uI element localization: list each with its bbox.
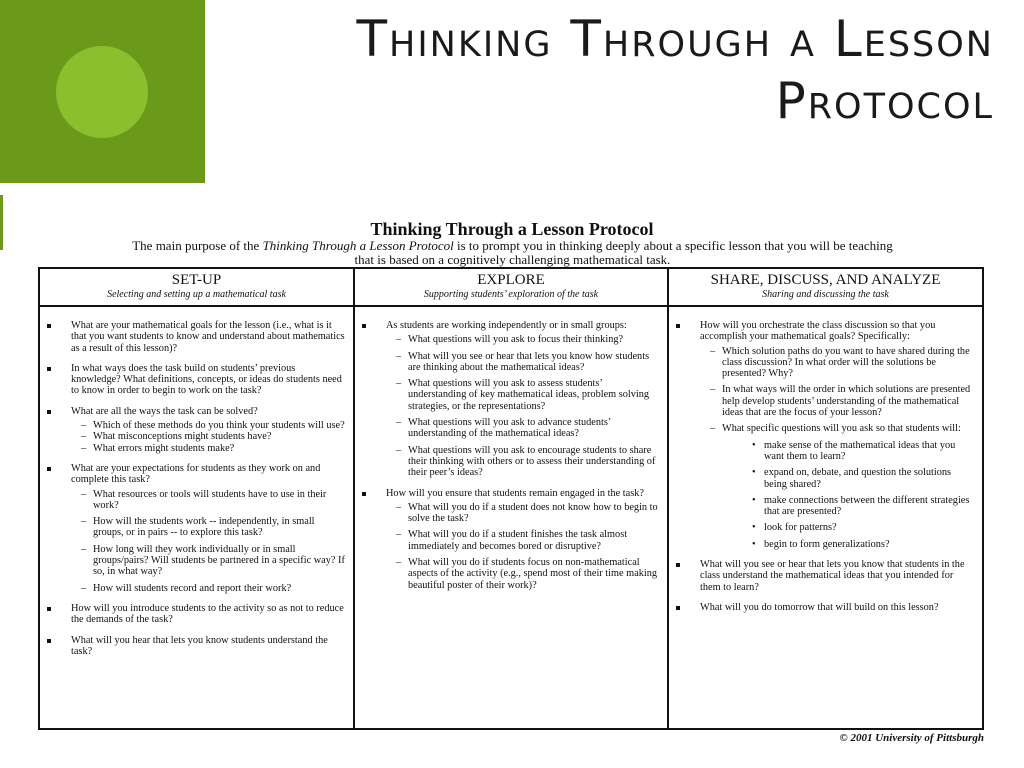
sub-question-item: – What errors might students make? [71,443,347,454]
bullet-item: • expand on, debate, and question the solutions being shared? [722,467,976,490]
bullet-item: • begin to form generalizations? [722,539,976,550]
sub-question-list [71,489,347,594]
bullet-item: • make sense of the mathematical ideas that you want them to learn? [722,440,976,463]
sub-question-item: – Which of these methods do you think your students will use? [71,420,347,431]
question-item: What will you hear that lets you know students understand the task? [44,635,347,658]
sub-question-item: – What misconceptions might students have? [71,431,347,442]
question-item: What are your expectations for students as they work on and complete this task? – What resources or tools will students have to use in their work? – How will the students work -- independently, in small groups, or in pairs -- to explore this task? – How long will they work individually or in small groups/pairs? Will students be partnered in a specific way? If so, in what way? – How will students record and report their work? [44,463,347,594]
column-subtitle: Supporting students’ exploration of the task [423,289,599,300]
bullet-item: • make connections between the different strategies that are presented? [722,495,976,518]
decorative-green-block [0,0,205,183]
sub-question-item: – What specific questions will you ask so that students will: • make sense of the mathematical ideas that you want them to learn? • expand on, debate, and question the solutions being shared? • make connections between the different strategies that are presented? • look for patterns? • begin to form generalizations? [700,423,976,550]
column-title: EXPLORE [477,272,545,288]
sub-question-item: – What questions will you ask to advance students’ understanding of the mathematical ideas? [386,417,661,440]
sub-question-item: – What questions will you ask to encourage students to share their thinking with others or to assess their understanding of their peer’s ideas? [386,445,661,479]
question-item: How will you introduce students to the activity so as not to reduce the demands of the task? [44,603,347,626]
sub-question-item: – What resources or tools will students have to use in their work? [71,489,347,512]
sub-question-item: – What will you do if a student finishes the task almost immediately and becomes bored or disruptive? [386,529,661,552]
slide-title-line-2: Protocol [775,72,994,130]
question-item: How will you ensure that students remain engaged in the task? – What will you do if a student does not know how to begin to solve the task? – What will you do if a student finishes the task almost immediately and becomes bored or disruptive? – What will you do if students focus on non-mathematical aspects of the activity (e.g., spend most of their time making beautiful poster of their work)? [359,488,661,591]
sub-question-item: – In what ways will the order in which solutions are presented help develop students’ understanding of the mathematical ideas that are the focus of your lesson? [700,384,976,418]
question-item: How will you orchestrate the class discussion so that you accomplish your mathematical goals? Specifically: – Which solution paths do you want to have shared during the class discussion? In what order will the solutions be presented? Why? – In what ways will the order in which solutions are presented help develop students’ understanding of the mathematical ideas that are the focus of your lesson? – What specific questions will you ask so that students will: • make sense of the mathematical ideas that you want them to learn? • expand on, debate, and question the solutions being shared? • make connections between the different strategies that are presented? • look for patterns? • begin to form generalizations? [673,320,976,550]
bullet-list [722,440,976,550]
slide-title-line-1: Thinking Through a Lesson [356,10,994,68]
question-item: As students are working independently or in small groups: – What questions will you ask to focus their thinking? – What will you see or hear that lets you know how students are thinking about the mathematical ideas? – What questions will you ask to assess students’ understanding of key mathematical ideas, problem solving strategies, or the representations? – What questions will you ask to advance students’ understanding of the mathematical ideas? – What questions will you ask to encourage students to share their thinking with others or to assess their understanding of their peer’s ideas? [359,320,661,479]
sub-question-item: – What will you do if a student does not know how to begin to solve the task? [386,502,661,525]
question-item: In what ways does the task build on students’ previous knowledge? What definitions, concepts, or ideas do students need to know in order to begin to work on the task? [44,363,347,397]
question-item: What will you do tomorrow that will build on this lesson? [673,602,976,613]
sub-question-list [71,420,347,454]
question-item: What are your mathematical goals for the lesson (i.e., what is it that you want students to know and understand about mathematics as a result of this lesson)? [44,320,347,354]
question-item: What will you see or hear that lets you know that students in the class understand the mathematical ideas that you intended for them to learn? [673,559,976,593]
column-header-explore [355,269,669,307]
column-body-share [669,307,982,728]
sub-question-item: – What will you do if students focus on non-mathematical aspects of the activity (e.g., spend most of their time making beautiful poster of their work)? [386,557,661,591]
copyright-notice: © 2001 University of Pittsburgh [839,732,984,744]
document-title: Thinking Through a Lesson Protocol [370,219,654,239]
bullet-item: • look for patterns? [722,522,976,533]
intro-text-after: is to prompt you in thinking deeply about a specific lesson that you will be teaching that is based on a cognitively challenging mathematical task. [354,238,893,267]
sub-question-item: – What will you see or hear that lets you know how students are thinking about the mathematical ideas? [386,351,661,374]
column-subtitle: Selecting and setting up a mathematical task [107,289,286,300]
sub-question-item: – What questions will you ask to assess students’ understanding of key mathematical ideas, problem solving strategies, or the representations? [386,378,661,412]
column-body-explore [355,307,669,728]
sub-question-item: – How long will they work individually or in small groups/pairs? Will students be partnered in a specific way? If so, in what way? [71,544,347,578]
column-title: SHARE, DISCUSS, AND ANALYZE [710,272,941,288]
column-header-setup [40,269,355,307]
sub-question-item: – Which solution paths do you want to have shared during the class discussion? In what order will the solutions be presented? Why? [700,346,976,380]
column-title: SET-UP [171,272,222,288]
question-item: What are all the ways the task can be solved? – Which of these methods do you think your students will use? – What misconceptions might students have? – What errors might students make? [44,406,347,454]
slide-title [254,8,994,132]
question-list [44,320,347,657]
intro-text-before: The main purpose of the [132,238,263,253]
column-body-setup [40,307,355,728]
sub-question-item: – How will students record and report their work? [71,583,347,594]
sub-question-item: – What questions will you ask to focus their thinking? [386,334,661,345]
document-intro [130,239,895,267]
sub-question-list [700,346,976,550]
sub-question-list [386,334,661,478]
decorative-green-circle [56,46,148,138]
column-subtitle: Sharing and discussing the task [762,289,889,300]
question-list [673,320,976,613]
sub-question-item: – How will the students work -- independently, in small groups, or in pairs -- to explore this task? [71,516,347,539]
intro-text-italic: Thinking Through a Lesson Protocol [262,238,454,253]
sub-question-list [386,502,661,591]
protocol-table [38,267,984,730]
question-list [359,320,661,591]
column-header-share [669,269,982,307]
